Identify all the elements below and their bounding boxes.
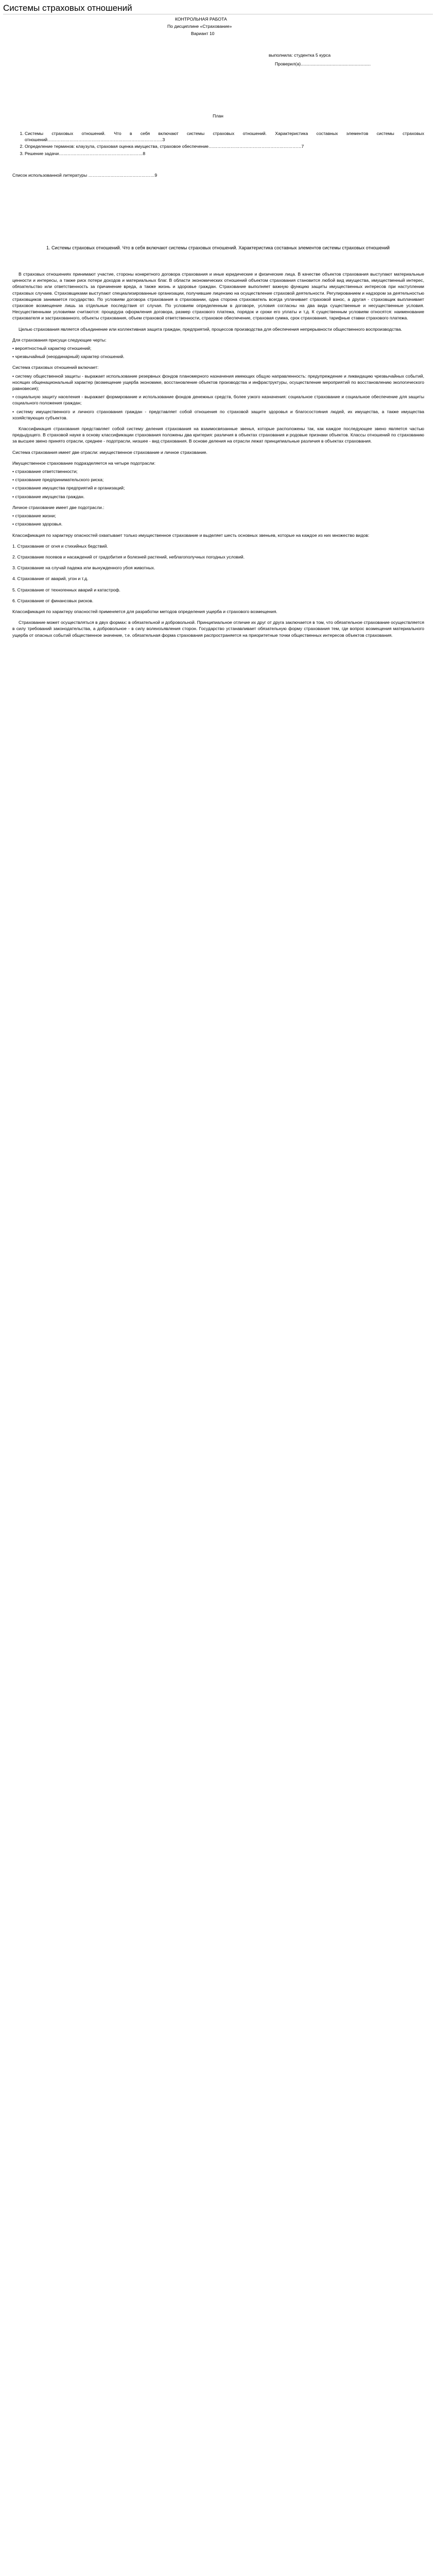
plan-item: 2. Определение терминов: клаузула, страховая оценка имущества, страховое обеспечение………………………………………………………7 (25, 143, 424, 149)
plan-list (12, 130, 424, 157)
feature-item: • чрезвычайный (неординарный) характер отношений. (12, 354, 125, 360)
property-intro: Имущественное страхование подразделяется на четыре подотрасли: (12, 460, 155, 466)
cover-variant: Вариант 10 (191, 31, 215, 36)
personal-item: • страхование жизни; (12, 513, 56, 519)
system-item: • социальную защиту населения - выражает формирование и использование фондов денежных средств, более узкого назначения: социальное страхование и социальное обеспечение для защиты социального положения граждан; (12, 394, 424, 406)
paragraph: Классификация страхования представляет собой систему деления страхования на взаимосвязанные звенья, которые расположены так, как каждое последующее звено является частью предыдущего. В страховой науке в основу классификации страхования положены два критерия: различия в объектах страхования и родовые признаки объектов. Классы отношений по страхованию за высшее звено принято отрасли, среднее - подотрасли, низшее - вид страхования. В основе деления на отрасли лежат принципиальные различия в объектах страхования. (12, 426, 424, 444)
cover-checked-by: Проверил(а)......................................................... (275, 61, 371, 66)
cover-performed-by: выполнила: студентка 5 курса (269, 53, 331, 58)
property-item: • страхование ответственности; (12, 469, 78, 474)
hazard-item: 6. Страхование от финансовых рисков. (12, 598, 94, 603)
hazard-item: 4. Страхование от аварий, угон и т.д. (12, 576, 89, 582)
system-item: • систему имущественного и личного страхования граждан - представляет собой отношения по страховой защите здоровья и благосостояния людей, их имущества, а также имущества хозяйствующих субъектов. (12, 409, 424, 420)
plan-title: План (213, 113, 223, 118)
hazard-item: 5. Страхование от техногенных аварий и катастроф. (12, 587, 120, 592)
personal-item: • страхование здоровья. (12, 521, 63, 527)
property-item: • страхование имущества граждан. (12, 494, 85, 499)
hazard-item: 2. Страхование посевов и насаждений от градобития и болезней растений, неблагополучных погодных условий. (12, 554, 245, 560)
plan-item: 3. Решение задачи…………………………………………………8 (25, 150, 424, 157)
plan-refs-line: Список использованной литературы ………………………………………9 (12, 173, 158, 178)
paragraph: Страхование может осуществляться в двух формах: в обязательной и добровольной. Принципиальное отличие их друг от друга заключается в том, что обязательное страхование осуществляется в силу требований законодательства, а добровольное - в силу волеизъявления сторон. Государство устанавливает обязательную форму страхования тем, где вопрос возмещения материального ущерба от опасных событий общественное значение, т.е. обязательная форма страхования распространяется на приоритетные точки общественных интересов объектов страхования. (12, 620, 424, 638)
hazard-item: 3. Страхование на случай падежа или вынужденного убоя животных. (12, 565, 155, 571)
paragraph: Система страхования имеет две отрасли: имущественное страхование и личное страхование. (12, 449, 207, 455)
paragraph: В страховых отношениях принимают участие, стороны конкретного договора страхования и иные юридические и физические лица. В качестве объектов страхования выступают материальные ценности и интересы, а также риск потери доходов и материальных благ. В области экономических отношений объектом страхования становится любой вид имущества, имущественный интерес, обязательство или ответственность за причинение вреда, а также жизнь и здоровье граждан. Страхование выполняет важную функцию защиты имущественных интересов при наступлении страховых случаев. Страховщиками выступают специализированные организации, получившие лицензию на осуществление страховой деятельности. Регулированием и надзором за деятельностью страховщиков занимается государство. По условиям договора страхования в страховании, одна сторона страхователь всегда уплачивает страховой взнос, а другая - страховщик выплачивает страховое возмещение лишь за отдельные последствия от случая. По условиям определенным в договоре, условия согласны на два вида существенные и несущественные условия. Несущественными условиями считаются: процедура оформления договора, размер страхового платежа, порядок и сроки его уплаты и т.д. К существенным условиям относятся: наименование страхователя и застрахованного, объекты страхования, объем страховой ответственности, страховое обеспечение, страховая сумма, срок страхования, тарифные ставки страхового платежа. (12, 272, 424, 321)
plan-item: 1. Системы страховых отношений. Что в себя включают системы страховых отношений. Характеристика составных элементов системы страховых отношений……………………………………………………………………3 (25, 130, 424, 143)
section-1-body (12, 271, 424, 643)
property-item: • страхование имущества предприятий и организаций; (12, 485, 125, 491)
property-item: • страхование предпринимательского риска; (12, 477, 104, 483)
cover-discipline: По дисциплине «Страхование» (167, 24, 232, 29)
feature-item: • вероятностный характер отношений; (12, 346, 92, 351)
hazard-intro: Классификация по характеру опасностей охватывает только имущественное страхование и выделяет шесть основных звеньев, которые на каждое из них множество видов: (12, 532, 370, 538)
paragraph: Классификация по характеру опасностей применяется для разработки методов определения ущерба и страхового возмещения. (12, 608, 277, 614)
cover-kind: КОНТРОЛЬНАЯ РАБОТА (175, 16, 227, 22)
document-title: Системы страховых отношений (3, 3, 132, 13)
system-intro: Система страховых отношений включает: (12, 365, 99, 370)
section-1-heading: 1. Системы страховых отношений. Что в себя включают системы страховых отношений. Характеристика составных элементов системы страховых отношений (46, 245, 390, 250)
features-intro: Для страхования присущи следующие черты: (12, 337, 107, 343)
personal-intro: Личное страхование имеет две подотрасли.: (12, 504, 104, 510)
paragraph: Целью страхования является объединение или коллективная защита граждан, предприятий, процессов производства для обеспечения непрерывности общественного воспроизводства. (19, 326, 402, 332)
system-item: • систему общественной защиты - выражает использование резервных фондов планомерного назначения имеющих общую направленность: предупреждение и ликвидацию чрезвычайных событий, носящих общенациональный характер (возмещение ущерба экономике, восстановление объектов производства и инфраструктуры, осуществление мероприятий по восстановлению экологического равновесия); (12, 373, 424, 392)
hazard-item: 1. Страхование от огня и стихийных бедствий. (12, 543, 108, 549)
